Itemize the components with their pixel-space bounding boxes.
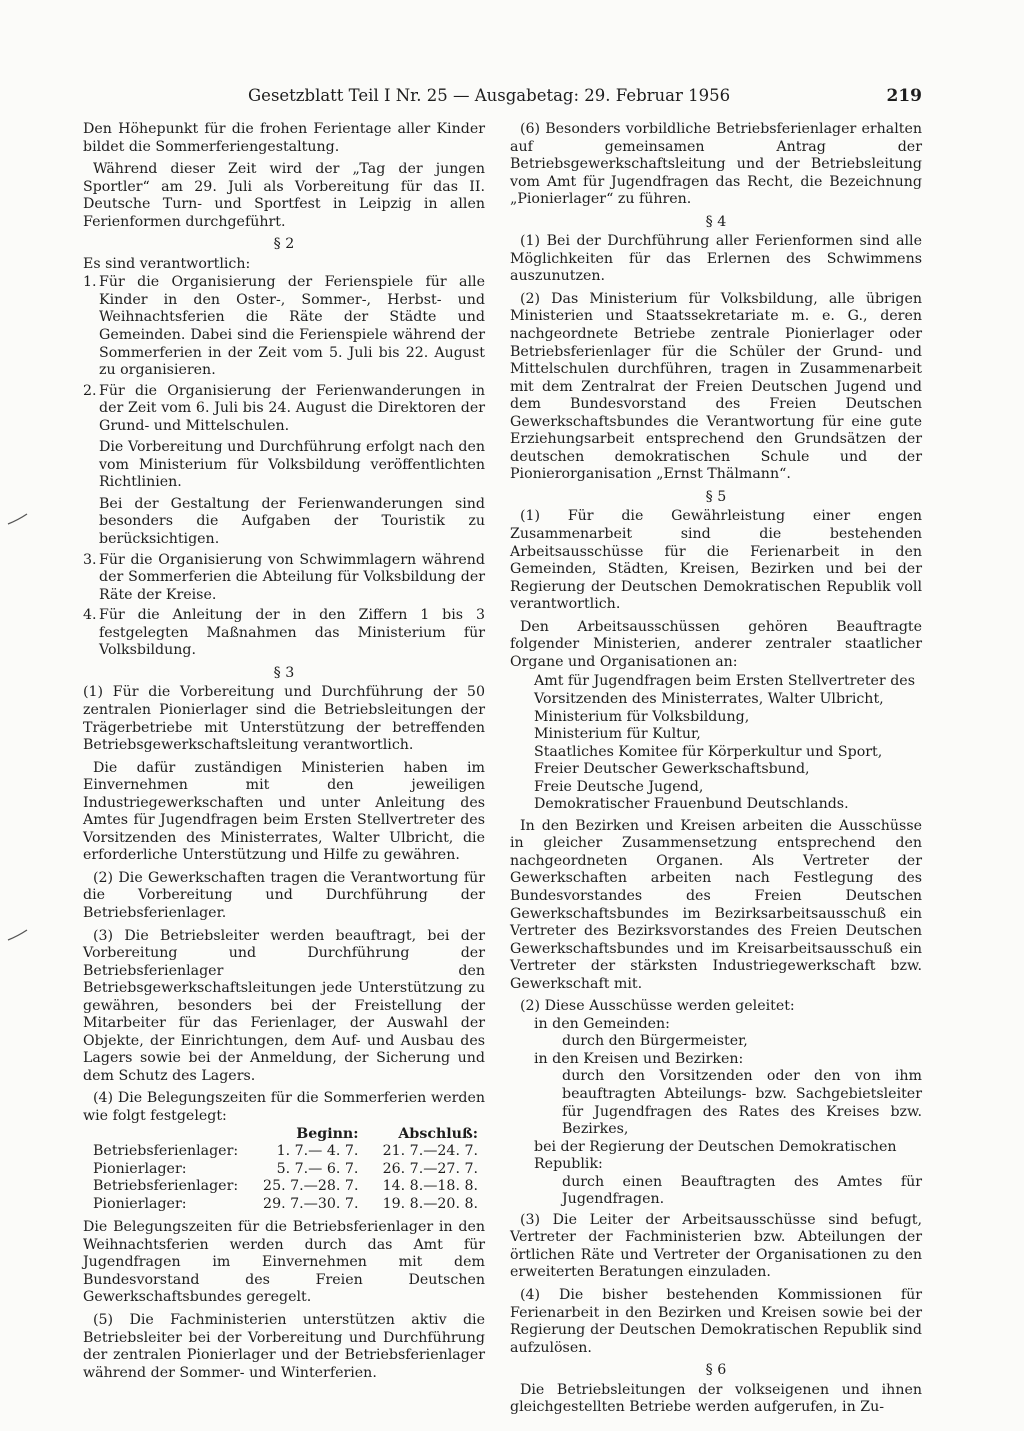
committee-members-list <box>534 673 922 813</box>
begin-dates: 5. 7.— 6. 7. <box>276 1160 359 1177</box>
camp-type: Betriebsferienlager: <box>93 1178 239 1195</box>
list-item <box>83 607 485 660</box>
camp-type: Pionierlager: <box>93 1195 187 1212</box>
section-6-para-1: Die Betriebsleitungen der volkseigenen und ihnen gleichgestellten Betriebe werden aufgerufen, in Zu- <box>510 1381 922 1416</box>
section-5-para-3: (3) Die Leiter der Arbeitsausschüsse sind befugt, Vertreter der Fachministerien bzw. Abteilungen der örtlichen Räte und Vertreter der Organisationen zu den erweiterten Beratungen einzuladen. <box>510 1211 922 1281</box>
section-5-para-1c: In den Bezirken und Kreisen arbeiten die Ausschüsse in gleicher Zusammensetzung entsprechend den nachgeordneten Organen. Als Vertreter der Gewerkschaften arbeiten nach Festlegung des Bundesvorstandes des Freien Deutschen Gewerkschaftsbundes im Bezirksarbeitsausschuß ein Vertreter des Bezirksvorstandes des Freien Deutschen Gewerkschaftsbundes und im Kreisarbeitsausschuß ein Vertreter der stärksten Industriegewerkschaft bzw. Gewerkschaft mit. <box>510 817 922 992</box>
leader-government-by: durch einen Beauftragten des Amtes für Jugendfragen. <box>562 1173 922 1208</box>
end-dates: 14. 8.—18. 8. <box>382 1178 478 1195</box>
begin-dates: 1. 7.— 4. 7. <box>276 1143 359 1160</box>
end-dates: 19. 8.—20. 8. <box>382 1195 478 1212</box>
list-number: 2. <box>83 382 97 399</box>
list-item: Freie Deutsche Jugend, <box>534 778 704 795</box>
section-5-para-2: (2) Diese Ausschüsse werden geleitet: <box>520 998 795 1015</box>
section-3-para-1: (1) Für die Vorbereitung und Durchführung der 50 zentralen Pionierlager sind die Betriebsleitungen der Trägerbetriebe mit Unterstützung der betreffenden Betriebsgewerkschaftsleitung verantwortlich. <box>83 684 485 754</box>
list-item-text: Für die Anleitung der in den Ziffern 1 bis 3 festgelegten Maßnahmen das Ministerium für Volksbildung. <box>99 607 485 659</box>
responsibility-list <box>83 274 485 659</box>
table-row <box>93 1143 486 1161</box>
table-header-row <box>93 1126 486 1144</box>
list-item-text: Für die Organisierung der Ferienspiele für alle Kinder in den Oster-, Sommer-, Herbst- und Weihnachtsferien die Räte der Städte und Gemeinden. Dabei sind die Ferienspiele während der Sommerferien in der Zeit vom 5. Juli bis 22. August zu organisieren. <box>99 274 485 379</box>
gazette-title: Gesetzblatt Teil I Nr. 25 — Ausgabetag: 29. Februar 1956 <box>248 86 731 105</box>
end-dates: 26. 7.—27. 7. <box>382 1160 478 1177</box>
page-header <box>248 82 922 110</box>
intro-paragraph-1: Den Höhepunkt für die frohen Ferientage aller Kinder bildet die Sommerferiengestaltung. <box>83 121 485 155</box>
column-header-begin: Beginn: <box>296 1125 359 1142</box>
begin-dates: 25. 7.—28. 7. <box>263 1178 359 1195</box>
list-item: Staatliches Komitee für Körperkultur und Sport, <box>534 743 883 760</box>
section-3-para-5: (5) Die Fachministerien unterstützen aktiv die Betriebsleiter bei der Vorbereitung und Durchführung der zentralen Pionierlager und der Betriebsferienlager während der Sommer- und Winterferien. <box>83 1312 485 1381</box>
section-2-heading: § 2 <box>273 236 295 253</box>
camp-type: Pionierlager: <box>93 1160 187 1177</box>
section-3-para-1b: Die dafür zuständigen Ministerien haben im Einvernehmen mit den jeweiligen Industriegewerkschaften und unter Anleitung des Amtes für Jugendfragen beim Ersten Stellvertreter des Vorsitzenden des Ministerrates, Walter Ulbricht, die erforderliche Unterstützung und Hilfe zu gewähren. <box>83 759 485 864</box>
camp-type: Betriebsferienlager: <box>93 1143 239 1160</box>
table-row <box>93 1196 486 1214</box>
column-header-end: Abschluß: <box>398 1125 478 1142</box>
table-row <box>93 1161 486 1179</box>
leader-government: bei der Regierung der Deutschen Demokratischen Republik: <box>534 1138 897 1173</box>
section-6-heading: § 6 <box>705 1362 727 1379</box>
intro-paragraph-2: Während dieser Zeit wird der „Tag der jungen Sportler“ am 29. Juli als Vorbereitung für das II. Deutsche Turn- und Sportfest in Leipzig in allen Ferienformen durchgeführt. <box>83 161 485 230</box>
margin-pencil-mark <box>6 512 30 528</box>
leader-districts: in den Kreisen und Bezirken: <box>534 1050 744 1067</box>
section-4-para-2: (2) Das Ministerium für Volksbildung, alle übrigen Ministerien und Staatssekretariate m. e. G., deren nachgeordnete Betriebe zentrale Pionierlager oder Betriebsferienlager für die Schüler der Grund- und Mittelschulen durchführen, tragen in Zusammenarbeit mit dem Zentralrat der Freien Deutschen Jugend und dem Bundesvorstand des Freien Deutschen Gewerkschaftsbundes die Verantwortung für eine gute Erziehungsarbeit entsprechend den Grundsätzen der deutschen demokratischen Schule und der Pionierorganisation „Ernst Thälmann“. <box>510 290 922 483</box>
section-5-para-1: (1) Für die Gewährleistung einer engen Zusammenarbeit sind die bestehenden Arbeitsausschüsse für die Ferienarbeit in den Gemeinden, Städten, Kreisen, Bezirken und bei der Regierung der Deutschen Demokratischen Republik voll verantwortlich. <box>510 508 922 613</box>
section-3-para-3: (3) Die Betriebsleiter werden beauftragt, bei der Vorbereitung und Durchführung der Betriebsferienlager den Betriebsgewerkschaftsleitungen jede Unterstützung zu gewähren, besonders bei der Freistellung der Mitarbeiter für das Ferienlager, der Auswahl der Objekte, der Einrichtungen, dem Auf- und Ausbau des Lagers sowie bei der Anmeldung, der Sicherung und dem Schutz des Lagers. <box>83 927 485 1084</box>
begin-dates: 29. 7.—30. 7. <box>263 1195 359 1212</box>
occupancy-schedule-table <box>93 1126 486 1214</box>
list-number: 4. <box>83 607 97 624</box>
leader-municipalities: in den Gemeinden: <box>534 1015 670 1032</box>
table-row <box>93 1178 486 1196</box>
margin-pencil-mark <box>6 928 30 944</box>
list-number: 3. <box>83 551 97 568</box>
section-3-para-4b: Die Belegungszeiten für die Betriebsferienlager in den Weihnachtsferien werden durch das Amt für Jugendfragen im Einvernehmen mit dem Bundesvorstand des Freien Deutschen Gewerkschaftsbundes geregelt. <box>83 1219 485 1306</box>
section-4-heading: § 4 <box>705 213 727 230</box>
page-number: 219 <box>886 86 922 106</box>
list-item-extra: Die Vorbereitung und Durchführung erfolgt nach den vom Ministerium für Volksbildung veröffentlichten Richtlinien. <box>99 439 485 491</box>
right-column <box>510 121 922 1417</box>
section-3-para-6: (6) Besonders vorbildliche Betriebsferienlager erhalten auf gemeinsamen Antrag der Betriebsgewerkschaftsleitung und der Betriebsleitung vom Amt für Jugendfragen das Recht, die Bezeichnung „Pionierlager“ zu führen. <box>510 121 922 208</box>
section-5-para-4: (4) Die bisher bestehenden Kommissionen für Ferienarbeit in den Bezirken und Kreisen sowie bei der Regierung der Deutschen Demokratischen Republik sind aufzulösen. <box>510 1287 922 1356</box>
section-5-para-1b: Den Arbeitsausschüssen gehören Beauftragte folgender Ministerien, anderer zentraler staatlicher Organe und Organisationen an: <box>510 618 922 670</box>
leader-municipalities-by: durch den Bürgermeister, <box>562 1033 748 1050</box>
list-item: Amt für Jugendfragen beim Ersten Stellvertreter des Vorsitzenden des Ministerrates, Walter Ulbricht, <box>534 673 915 707</box>
list-item-text: Für die Organisierung der Ferienwanderungen in der Zeit vom 6. Juli bis 24. August die Direktoren der Grund- und Mittelschulen. <box>99 382 485 434</box>
list-item: Ministerium für Kultur, <box>534 726 701 743</box>
list-item: Ministerium für Volksbildung, <box>534 708 750 725</box>
end-dates: 21. 7.—24. 7. <box>382 1143 478 1160</box>
list-item-extra: Bei der Gestaltung der Ferienwanderungen sind besonders die Aufgaben der Touristik zu berücksichtigen. <box>99 495 485 548</box>
list-item: Demokratischer Frauenbund Deutschlands. <box>534 796 849 813</box>
leader-districts-by: durch den Vorsitzenden oder den von ihm beauftragten Abteilungs- bzw. Sachgebietsleiter für Jugendfragen des Rates des Kreises bzw. Bezirkes, <box>562 1068 922 1138</box>
left-column <box>83 121 485 1382</box>
section-3-heading: § 3 <box>273 664 295 681</box>
section-4-para-1: (1) Bei der Durchführung aller Ferienformen sind alle Möglichkeiten für das Erlernen des Schwimmens auszunutzen. <box>510 233 922 285</box>
list-item-text: Für die Organisierung von Schwimmlagern während der Sommerferien die Abteilung für Volksbildung der Räte der Kreise. <box>99 551 485 603</box>
list-item <box>83 274 485 379</box>
section-5-heading: § 5 <box>705 488 727 505</box>
list-item: Freier Deutscher Gewerkschaftsbund, <box>534 761 810 778</box>
list-number: 1. <box>83 274 97 291</box>
list-item <box>83 383 485 549</box>
list-item <box>83 552 485 605</box>
section-3-para-4: (4) Die Belegungszeiten für die Sommerferien werden wie folgt festgelegt: <box>83 1090 485 1124</box>
section-3-para-2: (2) Die Gewerkschaften tragen die Verantwortung für die Vorbereitung und Durchführung der Betriebsferienlager. <box>83 869 485 921</box>
section-2-lead: Es sind verantwortlich: <box>83 255 251 272</box>
